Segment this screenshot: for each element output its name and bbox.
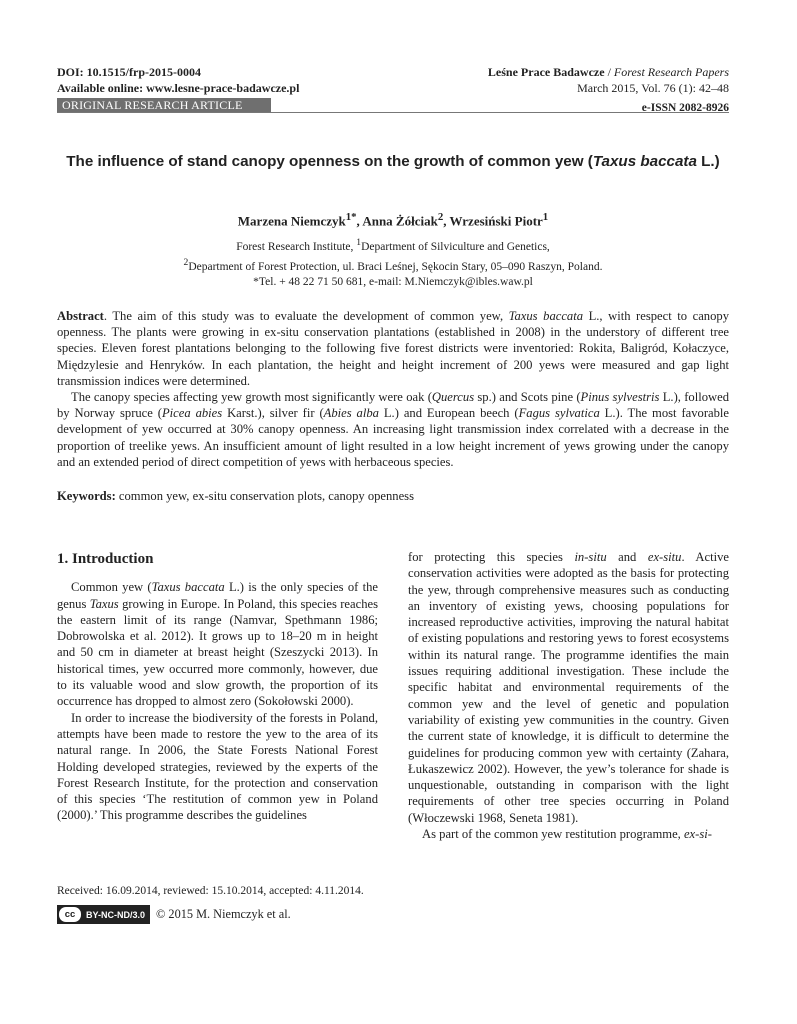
header-rule: [57, 112, 729, 113]
header-left: [57, 64, 299, 96]
section-heading-introduction: 1. Introduction: [57, 551, 154, 567]
paper-title: The influence of stand canopy openness on the growth of common yew (Taxus baccata L.): [66, 153, 720, 170]
creative-commons-icon[interactable]: [57, 905, 150, 924]
journal-name-bold: Leśne Prace Badawcze: [487, 65, 605, 79]
doi: DOI: 10.1515/frp-2015-0004: [57, 65, 201, 79]
affiliation-2: $^2$Department of Forest Protection, ul. Braci Leśnej, Sękocin Stary, 05–090 Raszyn, Poland.: [183, 256, 603, 273]
authors: Marzena Niemczyk$^{1*}$, Anna Żółciak$^2$, Wrzesiński Piotr$^1$: [237, 211, 549, 229]
license-type: BY-NC-ND/3.0: [86, 909, 146, 920]
intro-paragraph-4: As part of the common yew restitution programme, ex-si-: [422, 827, 712, 842]
column-right: [408, 549, 729, 842]
available-online: Available online: www.lesne-prace-badawcze.pl: [57, 81, 300, 95]
cc-mark: cc: [59, 907, 81, 922]
abstract: [57, 308, 729, 470]
column-left: [57, 549, 378, 824]
header-right: [488, 64, 729, 96]
intro-paragraph-1: Common yew (Taxus baccata L.) is the only species of the genus Taxus growing in Europe. In Poland, this species reaches the eastern limit of its range (Namvar, Spethmann 1986; Dobrowolska et al. 2012). It grows up to 18–20 m in height and 50 cm in diameter at breast height (Szeszycki 2013). In historical times, yew occurred more commonly, however, due to its valuable wood and slow growth, the proportion of its occurrence has dropped to almost zero (Sokołowski 2000).: [57, 580, 378, 709]
keywords: Keywords: common yew, ex-situ conservation plots, canopy openness: [57, 489, 414, 503]
copyright: © 2015 M. Niemczyk et al.: [156, 907, 291, 921]
journal-name: [488, 64, 729, 80]
article-type-badge: ORIGINAL RESEARCH ARTICLE: [57, 98, 271, 112]
journal-name-italic: Forest Research Papers: [613, 65, 729, 79]
intro-paragraph-3: for protecting this species in-situ and ex-situ. Active conservation activities were adopted as the basis for protecting the yew, through comprehensive measures such as conducting an inventory of existing yews, choosing populations for increased reproductive activities, improving the natural habitat of existing populations and restoring yews to forest ecosystems within its natural range. The programme identifies the main issues requiring additional investigation. These include the specific habitat and environmental requirements of the common yew and the level of genetic and population variability of existing yew communities in the country. Given the current state of knowledge, it is difficult to determine the guidelines for producing common yew with certainty (Zahara, Łukaszewicz 2002). However, the yew’s tolerance for shade is unquestionable, outstanding in comparison with the light requirements of other tree species occurring in Poland (Włoczewski 1968, Seneta 1981).: [408, 550, 730, 825]
intro-paragraph-2: In order to increase the biodiversity of the forests in Poland, attempts have been made to restore the yew to the area of its natural range. In 2006, the State Forests National Forest Holding developed strategies, reviewed by the experts of the Forest Research Institute, for the protection and conservation of this species ‘The restitution of common yew in Poland (2000).’ This programme describes the guidelines: [57, 710, 378, 823]
affiliations: [57, 235, 729, 275]
abstract-paragraph-1: Abstract. The aim of this study was to evaluate the development of common yew, Taxus baccata L., with respect to canopy openness. The plants were growing in ex-situ conservation plantations (established in 2008) in the understory of different tree species. Eleven forest plantations belonging to the following five forest districts were inventoried: Rokita, Baligród, Kołaczyce, Międzylesie and Henryków. In each plantation, the height and height increment of 200 yews were measured and gap light transmission indices were determined.: [57, 309, 729, 388]
issn: e-ISSN 2082-8926: [641, 102, 729, 114]
affiliation-1: Forest Research Institute, $^1$Department of Silviculture and Genetics,: [236, 237, 550, 253]
journal-sep: /: [604, 65, 614, 79]
license-line: [57, 905, 291, 924]
abstract-paragraph-2: The canopy species affecting yew growth most significantly were oak (Quercus sp.) and Scots pine (Pinus sylvestris L.), followed by Norway spruce (Picea abies Karst.), silver fir (Abies alba L.) and European beech (Fagus sylvatica L.). The most favorable development of yew occurred at 30% canopy openness. An increasing light transmission index correlated with a decrease in the proportion of treelike yews. An insufficient amount of light resulted in a low height increment of yews growing under the canopy and an extended period of direct competition of yews with herbaceous species.: [57, 390, 729, 469]
contact-info: *Tel. + 48 22 71 50 681, e-mail: M.Niemczyk@ibles.waw.pl: [253, 276, 533, 288]
issue: March 2015, Vol. 76 (1): 42–48: [577, 81, 729, 95]
received-dates: Received: 16.09.2014, reviewed: 15.10.2014, accepted: 4.11.2014.: [57, 885, 364, 897]
